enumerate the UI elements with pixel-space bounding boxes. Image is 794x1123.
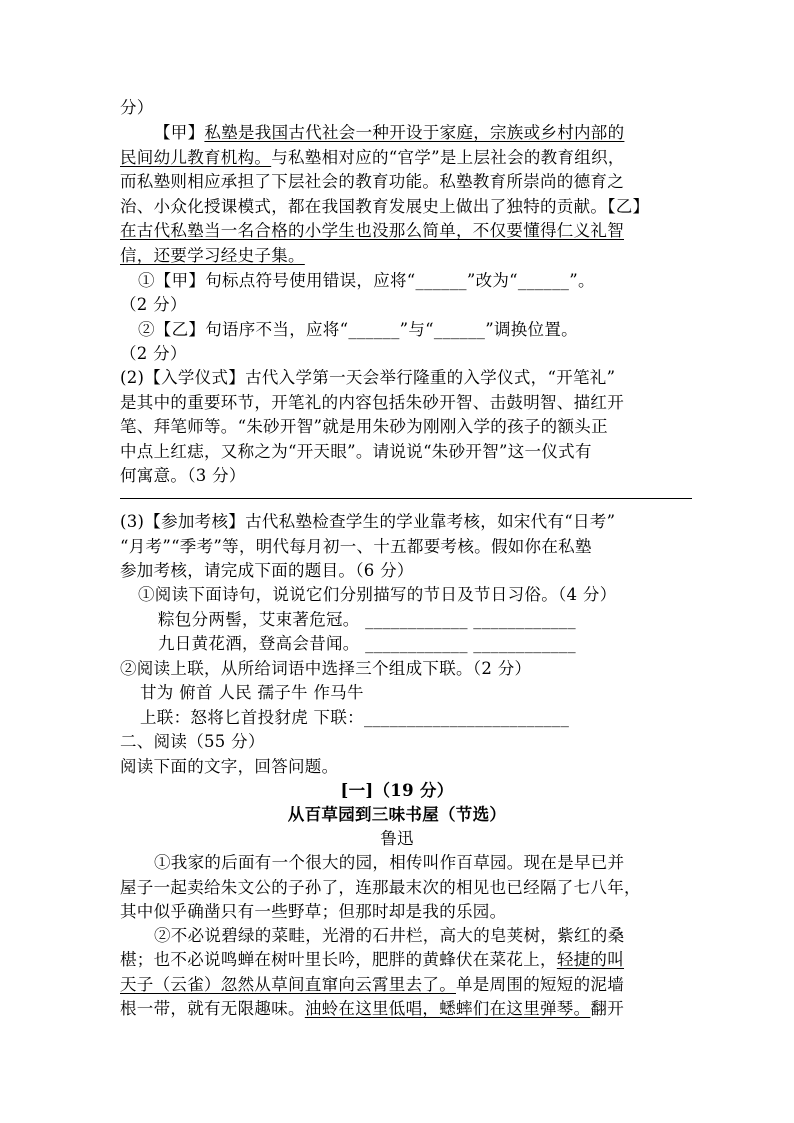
- answer-line: [120, 498, 692, 499]
- text-line: 民间幼儿教育机构。与私塾相对应的“官学”是上层社会的教育组织，: [120, 148, 625, 167]
- text-line: 何寓意。（3 分）: [120, 466, 246, 485]
- underlined-text: 在古代私塾当一名合格的小学生也没那么简单，不仅要懂得仁义礼智: [120, 221, 624, 240]
- score-note: （2 分）: [120, 344, 187, 363]
- underlined-text: 天子（云雀）忽然从草间直窜向云霄里去了。: [120, 975, 456, 994]
- text-line: 分）: [120, 98, 154, 117]
- text-line: 是其中的重要环节，开笔礼的内容包括朱砂开智、击鼓明智、描红开: [120, 393, 624, 412]
- text-line: 笔、拜笔师等。“朱砂开智”就是用朱砂为刚刚入学的孩子的额头正: [120, 417, 608, 436]
- paragraph-line: ②不必说碧绿的菜畦，光滑的石井栏，高大的皂荚树，紫红的桑: [154, 926, 625, 945]
- text-line: 而私塾则相应承担了下层社会的教育功能。私塾教育所崇尚的德育之: [120, 172, 624, 191]
- poem-line: 九日黄花酒，登高会昔闻。 ____________ ____________: [158, 634, 576, 653]
- question-heading: (3)【参加考核】古代私塾检查学生的学业靠考核，如宋代有“日考”: [120, 512, 616, 531]
- passage-jia-line: 【甲】私塾是我国古代社会一种开设于家庭，宗族或乡村内部的: [154, 123, 625, 142]
- score-note: （2 分）: [120, 295, 187, 314]
- text-line: 治、小众化授课模式，都在我国教育发展史上做出了独特的贡献。【乙】: [120, 197, 650, 216]
- underlined-text: 轻捷的叫: [556, 950, 625, 969]
- paragraph-line: 椹；也不必说鸣蝉在树叶里长吟，肥胖的黄蜂伏在菜花上，轻捷的叫: [120, 950, 625, 969]
- underlined-text: 民间幼儿教育机构。: [120, 148, 272, 167]
- word-choices: 甘为 俯首 人民 孺子牛 作马牛: [140, 683, 364, 702]
- question-heading: (2)【入学仪式】古代入学第一天会举行隆重的入学仪式，“开笔礼”: [120, 368, 616, 387]
- text-line: “月考”“季考”等，明代每月初一、十五都要考核。假如你在私塾: [120, 537, 592, 556]
- passage-author: 鲁迅: [380, 829, 414, 848]
- question-item: ②【乙】句语序不当，应将“______”与“______”调换位置。: [138, 320, 578, 339]
- subsection-heading: [一]（19 分）: [340, 781, 454, 800]
- underlined-text: 私塾是我国古代社会一种开设于家庭，宗族或乡村内部的: [204, 123, 625, 142]
- underlined-text: 油蛉在这里低唱，蟋蟀们在这里弹琴。: [304, 999, 591, 1018]
- paragraph-line: 根一带，就有无限趣味。油蛉在这里低唱，蟋蟀们在这里弹琴。翻开: [120, 999, 625, 1018]
- passage-title: 从百草园到三味书屋（节选）: [287, 805, 507, 824]
- paragraph-line: 屋子一起卖给朱文公的子孙了，连那最末次的相见也已经隔了七八年，: [120, 878, 641, 897]
- paragraph-line: 其中似乎确凿只有一些野草；但那时却是我的乐园。: [120, 902, 507, 921]
- couplet-line: 上联：怒将匕首投豺虎 下联：________________________: [140, 708, 570, 727]
- poem-line: 粽包分两髻，艾束著危冠。 ____________ ____________: [158, 610, 576, 629]
- underlined-text: 信，还要学习经史子集。: [120, 246, 305, 265]
- question-item: ②阅读上联，从所给词语中选择三个组成下联。（2 分）: [120, 659, 532, 678]
- question-item: ①【甲】句标点符号使用错误，应将“______”改为“______”。: [138, 271, 595, 290]
- question-item: ①阅读下面诗句，说说它们分别描写的节日及节日习俗。（4 分）: [138, 585, 617, 604]
- paragraph-line: 天子（云雀）忽然从草间直窜向云霄里去了。单是周围的短短的泥墙: [120, 975, 624, 994]
- section-heading: 二、阅读（55 分）: [120, 732, 265, 751]
- text-line: 中点上红痣，又称之为“开天眼”。请说说“朱砂开智”这一仪式有: [120, 442, 592, 461]
- instruction-line: 阅读下面的文字，回答问题。: [120, 757, 339, 776]
- text-line: 参加考核，请完成下面的题目。（6 分）: [120, 561, 414, 580]
- paragraph-line: ①我家的后面有一个很大的园，相传叫作百草园。现在是早已并: [154, 853, 625, 872]
